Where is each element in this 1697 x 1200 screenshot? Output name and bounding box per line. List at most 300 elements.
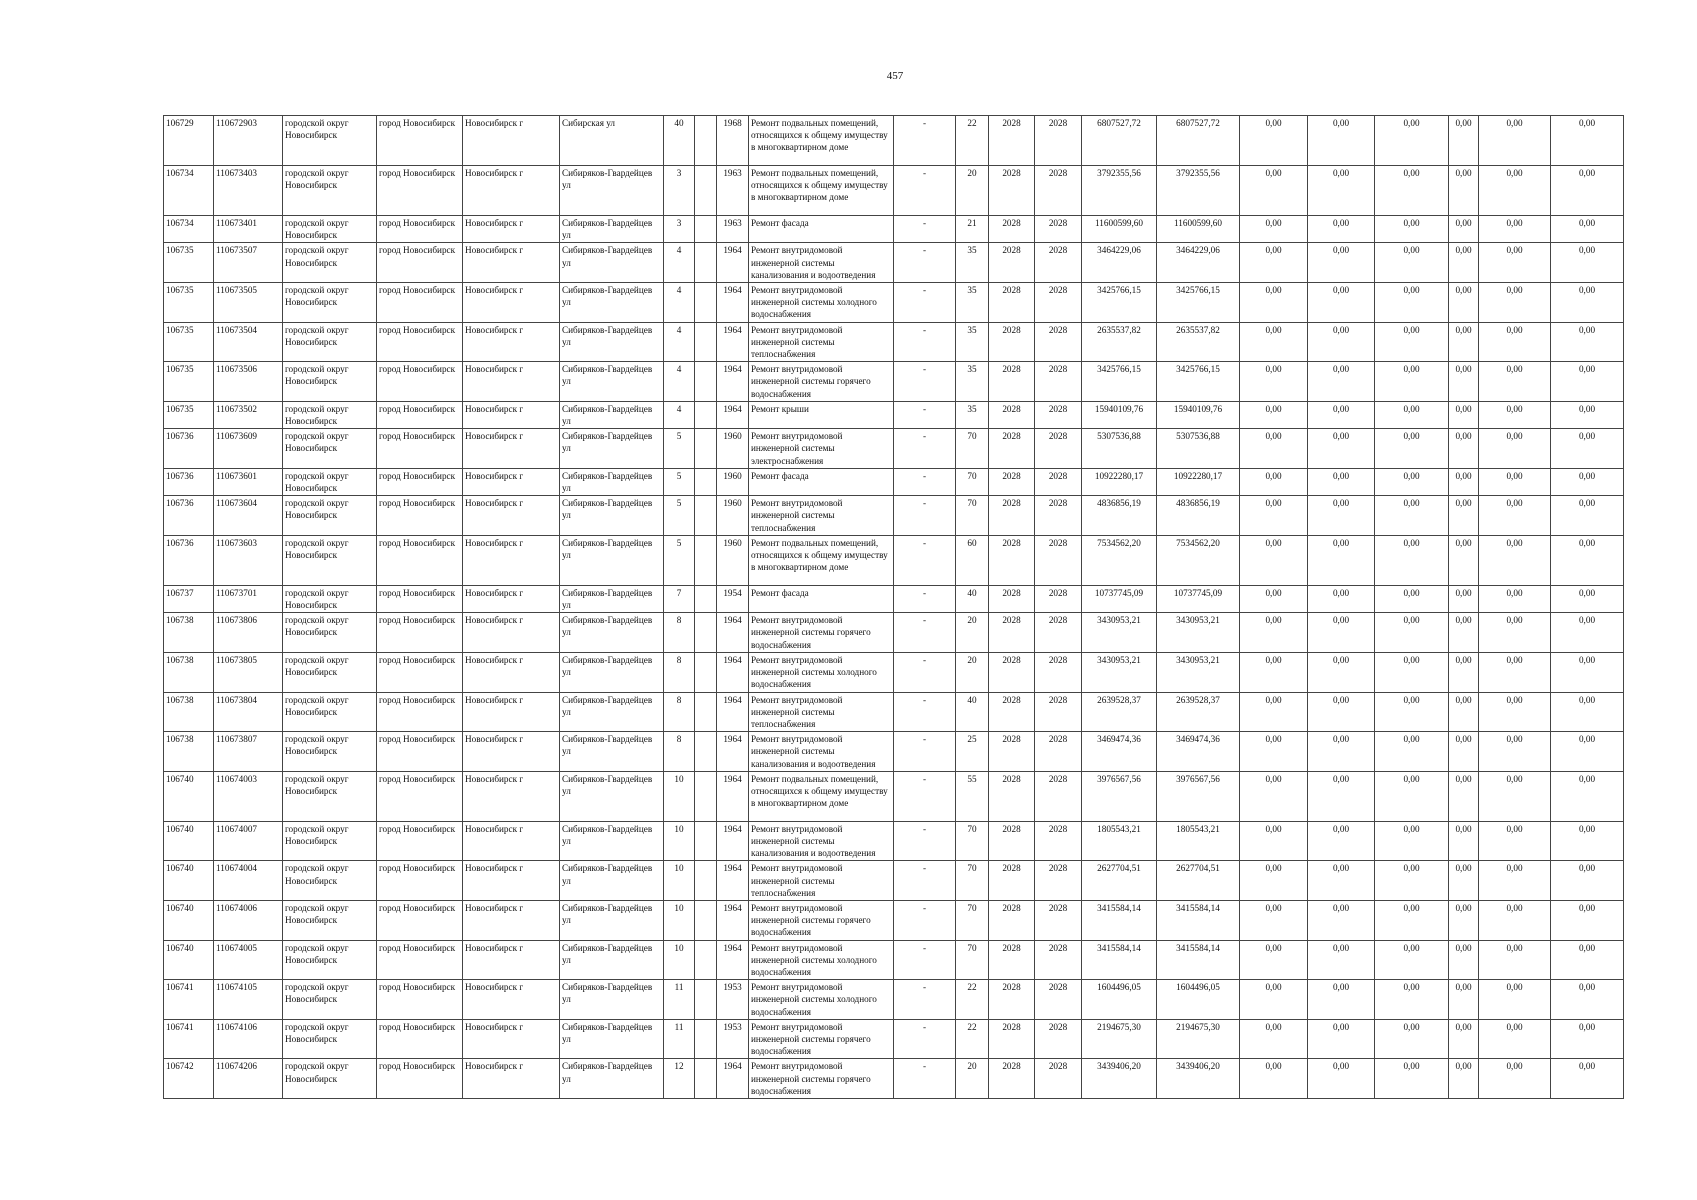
table-row xyxy=(164,362,1624,402)
cell-work-type: Ремонт внутридомовой инженерной системы канализования и водоотведения xyxy=(749,732,894,772)
cell-house-number: 3 xyxy=(664,216,695,243)
cell-work-note: - xyxy=(894,771,956,821)
cell-cost-other: 0,00 xyxy=(1449,980,1479,1020)
cell-settlement: город Новосибирск xyxy=(377,116,463,166)
cell-total-cost: 11600599,60 xyxy=(1082,216,1157,243)
cell-street: Сибиряков-Гвардейцев ул xyxy=(560,771,664,821)
cell-cost-other: 0,00 xyxy=(1449,732,1479,772)
cell-plan-year-start: 2028 xyxy=(989,362,1035,402)
cell-house-id: 106738 xyxy=(164,732,214,772)
cell-settlement: город Новосибирск xyxy=(377,613,463,653)
cell-work-id: 110674005 xyxy=(214,940,283,980)
cell-cost-other: 0,00 xyxy=(1449,613,1479,653)
cell-year-built: 1964 xyxy=(717,692,749,732)
cell-building xyxy=(695,401,717,428)
cell-year-built: 1960 xyxy=(717,496,749,536)
cell-municipal-district: городской округ Новосибирск xyxy=(283,468,377,495)
cell-total-cost: 2194675,30 xyxy=(1082,1019,1157,1059)
cell-municipal-district: городской округ Новосибирск xyxy=(283,322,377,362)
table-row xyxy=(164,216,1624,243)
cell-cost-other: 0,00 xyxy=(1449,1019,1479,1059)
cell-building xyxy=(695,496,717,536)
cell-cost-extra: 0,00 xyxy=(1551,535,1624,585)
cell-settlement: город Новосибирск xyxy=(377,535,463,585)
cell-house-id: 106740 xyxy=(164,771,214,821)
cell-house-id: 106738 xyxy=(164,652,214,692)
cell-work-id: 110673604 xyxy=(214,496,283,536)
cell-settlement: город Новосибирск xyxy=(377,243,463,283)
cell-street: Сибирская ул xyxy=(560,116,664,166)
cell-cost-regional: 0,00 xyxy=(1308,585,1375,612)
cell-plan-year-start: 2028 xyxy=(989,1059,1035,1099)
cell-plan-year-start: 2028 xyxy=(989,861,1035,901)
cell-total-cost: 3415584,14 xyxy=(1082,900,1157,940)
cell-house-id: 106740 xyxy=(164,821,214,861)
table-row xyxy=(164,283,1624,323)
cell-year-built: 1964 xyxy=(717,861,749,901)
cell-work-note: - xyxy=(894,496,956,536)
cell-wear-percent: 40 xyxy=(956,585,989,612)
cell-work-id: 110673609 xyxy=(214,429,283,469)
cell-year-built: 1964 xyxy=(717,362,749,402)
cell-cost-fund: 3415584,14 xyxy=(1157,900,1240,940)
cell-cost-owners: 0,00 xyxy=(1479,900,1551,940)
cell-cost-regional: 0,00 xyxy=(1308,692,1375,732)
cell-cost-extra: 0,00 xyxy=(1551,861,1624,901)
cell-house-id: 106740 xyxy=(164,940,214,980)
table-row xyxy=(164,1059,1624,1099)
cell-work-note: - xyxy=(894,821,956,861)
cell-cost-extra: 0,00 xyxy=(1551,322,1624,362)
cell-work-type: Ремонт внутридомовой инженерной системы горячего водоснабжения xyxy=(749,613,894,653)
cell-cost-federal: 0,00 xyxy=(1240,243,1308,283)
cell-building xyxy=(695,613,717,653)
cell-total-cost: 2627704,51 xyxy=(1082,861,1157,901)
cell-cost-local: 0,00 xyxy=(1375,980,1449,1020)
cell-city: Новосибирск г xyxy=(463,1059,560,1099)
cell-house-id: 106740 xyxy=(164,900,214,940)
cell-work-note: - xyxy=(894,861,956,901)
table-row xyxy=(164,1019,1624,1059)
cell-city: Новосибирск г xyxy=(463,613,560,653)
cell-municipal-district: городской округ Новосибирск xyxy=(283,1019,377,1059)
cell-cost-federal: 0,00 xyxy=(1240,166,1308,216)
cell-cost-local: 0,00 xyxy=(1375,613,1449,653)
cell-cost-owners: 0,00 xyxy=(1479,116,1551,166)
cell-wear-percent: 20 xyxy=(956,166,989,216)
cell-cost-owners: 0,00 xyxy=(1479,216,1551,243)
cell-cost-extra: 0,00 xyxy=(1551,166,1624,216)
cell-plan-year-end: 2028 xyxy=(1035,429,1082,469)
cell-year-built: 1964 xyxy=(717,243,749,283)
cell-cost-extra: 0,00 xyxy=(1551,980,1624,1020)
cell-settlement: город Новосибирск xyxy=(377,401,463,428)
cell-house-id: 106735 xyxy=(164,401,214,428)
cell-work-note: - xyxy=(894,1019,956,1059)
cell-house-number: 11 xyxy=(664,1019,695,1059)
cell-work-type: Ремонт внутридомовой инженерной системы теплоснабжения xyxy=(749,861,894,901)
cell-cost-fund: 1805543,21 xyxy=(1157,821,1240,861)
cell-year-built: 1964 xyxy=(717,613,749,653)
cell-plan-year-start: 2028 xyxy=(989,496,1035,536)
cell-plan-year-end: 2028 xyxy=(1035,692,1082,732)
cell-cost-extra: 0,00 xyxy=(1551,283,1624,323)
cell-street: Сибиряков-Гвардейцев ул xyxy=(560,362,664,402)
cell-municipal-district: городской округ Новосибирск xyxy=(283,821,377,861)
cell-municipal-district: городской округ Новосибирск xyxy=(283,362,377,402)
cell-city: Новосибирск г xyxy=(463,283,560,323)
cell-cost-other: 0,00 xyxy=(1449,429,1479,469)
cell-year-built: 1964 xyxy=(717,732,749,772)
cell-year-built: 1960 xyxy=(717,468,749,495)
cell-work-id: 110672903 xyxy=(214,116,283,166)
cell-cost-extra: 0,00 xyxy=(1551,900,1624,940)
cell-cost-local: 0,00 xyxy=(1375,692,1449,732)
cell-work-type: Ремонт внутридомовой инженерной системы горячего водоснабжения xyxy=(749,1059,894,1099)
cell-work-id: 110673601 xyxy=(214,468,283,495)
cell-cost-regional: 0,00 xyxy=(1308,613,1375,653)
cell-plan-year-end: 2028 xyxy=(1035,585,1082,612)
cell-city: Новосибирск г xyxy=(463,940,560,980)
cell-cost-fund: 3792355,56 xyxy=(1157,166,1240,216)
cell-cost-federal: 0,00 xyxy=(1240,771,1308,821)
cell-work-id: 110673502 xyxy=(214,401,283,428)
cell-year-built: 1964 xyxy=(717,771,749,821)
cell-wear-percent: 20 xyxy=(956,613,989,653)
cell-cost-regional: 0,00 xyxy=(1308,980,1375,1020)
cell-settlement: город Новосибирск xyxy=(377,900,463,940)
cell-settlement: город Новосибирск xyxy=(377,496,463,536)
cell-house-number: 4 xyxy=(664,322,695,362)
cell-cost-federal: 0,00 xyxy=(1240,116,1308,166)
cell-cost-other: 0,00 xyxy=(1449,652,1479,692)
cell-cost-owners: 0,00 xyxy=(1479,166,1551,216)
cell-work-type: Ремонт фасада xyxy=(749,585,894,612)
cell-street: Сибиряков-Гвардейцев ул xyxy=(560,980,664,1020)
cell-cost-owners: 0,00 xyxy=(1479,496,1551,536)
cell-street: Сибиряков-Гвардейцев ул xyxy=(560,821,664,861)
cell-house-number: 5 xyxy=(664,496,695,536)
cell-plan-year-start: 2028 xyxy=(989,216,1035,243)
cell-street: Сибиряков-Гвардейцев ул xyxy=(560,732,664,772)
cell-cost-regional: 0,00 xyxy=(1308,468,1375,495)
cell-work-id: 110673505 xyxy=(214,283,283,323)
cell-cost-other: 0,00 xyxy=(1449,243,1479,283)
cell-total-cost: 3430953,21 xyxy=(1082,613,1157,653)
cell-building xyxy=(695,732,717,772)
cell-work-id: 110673403 xyxy=(214,166,283,216)
cell-work-id: 110673804 xyxy=(214,692,283,732)
cell-work-type: Ремонт внутридомовой инженерной системы канализования и водоотведения xyxy=(749,243,894,283)
cell-cost-other: 0,00 xyxy=(1449,1059,1479,1099)
cell-municipal-district: городской округ Новосибирск xyxy=(283,940,377,980)
cell-house-number: 4 xyxy=(664,243,695,283)
cell-cost-extra: 0,00 xyxy=(1551,821,1624,861)
cell-house-id: 106735 xyxy=(164,283,214,323)
cell-city: Новосибирск г xyxy=(463,116,560,166)
cell-street: Сибиряков-Гвардейцев ул xyxy=(560,216,664,243)
cell-cost-regional: 0,00 xyxy=(1308,243,1375,283)
cell-total-cost: 4836856,19 xyxy=(1082,496,1157,536)
cell-plan-year-start: 2028 xyxy=(989,900,1035,940)
cell-cost-local: 0,00 xyxy=(1375,771,1449,821)
page-number: 457 xyxy=(886,70,904,82)
cell-street: Сибиряков-Гвардейцев ул xyxy=(560,496,664,536)
cell-wear-percent: 60 xyxy=(956,535,989,585)
cell-building xyxy=(695,429,717,469)
cell-house-number: 11 xyxy=(664,980,695,1020)
cell-plan-year-end: 2028 xyxy=(1035,362,1082,402)
table-row xyxy=(164,468,1624,495)
cell-house-number: 10 xyxy=(664,900,695,940)
cell-cost-other: 0,00 xyxy=(1449,322,1479,362)
cell-work-note: - xyxy=(894,216,956,243)
cell-cost-owners: 0,00 xyxy=(1479,1019,1551,1059)
cell-building xyxy=(695,116,717,166)
cell-house-id: 106736 xyxy=(164,468,214,495)
cell-cost-other: 0,00 xyxy=(1449,692,1479,732)
cell-street: Сибиряков-Гвардейцев ул xyxy=(560,861,664,901)
cell-cost-fund: 10737745,09 xyxy=(1157,585,1240,612)
cell-cost-owners: 0,00 xyxy=(1479,613,1551,653)
cell-wear-percent: 22 xyxy=(956,980,989,1020)
cell-plan-year-start: 2028 xyxy=(989,652,1035,692)
cell-cost-federal: 0,00 xyxy=(1240,362,1308,402)
cell-street: Сибиряков-Гвардейцев ул xyxy=(560,166,664,216)
cell-cost-fund: 7534562,20 xyxy=(1157,535,1240,585)
cell-plan-year-start: 2028 xyxy=(989,166,1035,216)
cell-total-cost: 1604496,05 xyxy=(1082,980,1157,1020)
cell-house-id: 106736 xyxy=(164,535,214,585)
cell-street: Сибиряков-Гвардейцев ул xyxy=(560,652,664,692)
cell-cost-owners: 0,00 xyxy=(1479,585,1551,612)
table-row xyxy=(164,771,1624,821)
cell-plan-year-end: 2028 xyxy=(1035,821,1082,861)
cell-house-number: 4 xyxy=(664,283,695,323)
cell-wear-percent: 25 xyxy=(956,732,989,772)
cell-building xyxy=(695,692,717,732)
cell-work-note: - xyxy=(894,401,956,428)
cell-cost-extra: 0,00 xyxy=(1551,496,1624,536)
cell-house-id: 106738 xyxy=(164,613,214,653)
cell-work-type: Ремонт внутридомовой инженерной системы холодного водоснабжения xyxy=(749,283,894,323)
cell-building xyxy=(695,362,717,402)
cell-cost-local: 0,00 xyxy=(1375,652,1449,692)
cell-plan-year-end: 2028 xyxy=(1035,496,1082,536)
cell-settlement: город Новосибирск xyxy=(377,821,463,861)
cell-cost-owners: 0,00 xyxy=(1479,771,1551,821)
cell-municipal-district: городской округ Новосибирск xyxy=(283,980,377,1020)
cell-cost-fund: 3430953,21 xyxy=(1157,613,1240,653)
cell-cost-fund: 4836856,19 xyxy=(1157,496,1240,536)
cell-work-note: - xyxy=(894,243,956,283)
table-row xyxy=(164,613,1624,653)
cell-plan-year-start: 2028 xyxy=(989,243,1035,283)
table-row xyxy=(164,940,1624,980)
cell-year-built: 1960 xyxy=(717,429,749,469)
cell-cost-owners: 0,00 xyxy=(1479,732,1551,772)
cell-plan-year-end: 2028 xyxy=(1035,861,1082,901)
cell-cost-local: 0,00 xyxy=(1375,940,1449,980)
cell-house-id: 106735 xyxy=(164,243,214,283)
cell-wear-percent: 20 xyxy=(956,652,989,692)
cell-street: Сибиряков-Гвардейцев ул xyxy=(560,692,664,732)
cell-street: Сибиряков-Гвардейцев ул xyxy=(560,940,664,980)
cell-total-cost: 3425766,15 xyxy=(1082,283,1157,323)
cell-cost-extra: 0,00 xyxy=(1551,401,1624,428)
cell-year-built: 1960 xyxy=(717,535,749,585)
cell-plan-year-end: 2028 xyxy=(1035,613,1082,653)
cell-work-type: Ремонт внутридомовой инженерной системы холодного водоснабжения xyxy=(749,652,894,692)
cell-street: Сибиряков-Гвардейцев ул xyxy=(560,585,664,612)
cell-city: Новосибирск г xyxy=(463,496,560,536)
cell-plan-year-start: 2028 xyxy=(989,980,1035,1020)
cell-work-id: 110674105 xyxy=(214,980,283,1020)
table-row xyxy=(164,732,1624,772)
cell-city: Новосибирск г xyxy=(463,652,560,692)
cell-wear-percent: 70 xyxy=(956,429,989,469)
cell-total-cost: 7534562,20 xyxy=(1082,535,1157,585)
cell-cost-other: 0,00 xyxy=(1449,468,1479,495)
cell-work-id: 110673507 xyxy=(214,243,283,283)
cell-work-id: 110673506 xyxy=(214,362,283,402)
cell-city: Новосибирск г xyxy=(463,821,560,861)
cell-municipal-district: городской округ Новосибирск xyxy=(283,116,377,166)
cell-house-id: 106741 xyxy=(164,980,214,1020)
cell-cost-other: 0,00 xyxy=(1449,166,1479,216)
cell-cost-local: 0,00 xyxy=(1375,535,1449,585)
table-row xyxy=(164,401,1624,428)
cell-house-id: 106734 xyxy=(164,166,214,216)
cell-work-type: Ремонт внутридомовой инженерной системы горячего водоснабжения xyxy=(749,900,894,940)
cell-municipal-district: городской округ Новосибирск xyxy=(283,732,377,772)
cell-work-note: - xyxy=(894,283,956,323)
cell-cost-fund: 2627704,51 xyxy=(1157,861,1240,901)
cell-wear-percent: 70 xyxy=(956,940,989,980)
cell-cost-federal: 0,00 xyxy=(1240,468,1308,495)
cell-cost-local: 0,00 xyxy=(1375,1019,1449,1059)
cell-cost-local: 0,00 xyxy=(1375,429,1449,469)
cell-city: Новосибирск г xyxy=(463,401,560,428)
cell-cost-fund: 2639528,37 xyxy=(1157,692,1240,732)
cell-plan-year-end: 2028 xyxy=(1035,980,1082,1020)
cell-building xyxy=(695,900,717,940)
cell-cost-federal: 0,00 xyxy=(1240,535,1308,585)
cell-cost-federal: 0,00 xyxy=(1240,980,1308,1020)
cell-municipal-district: городской округ Новосибирск xyxy=(283,613,377,653)
cell-wear-percent: 70 xyxy=(956,821,989,861)
cell-cost-owners: 0,00 xyxy=(1479,821,1551,861)
cell-cost-other: 0,00 xyxy=(1449,116,1479,166)
cell-house-number: 10 xyxy=(664,821,695,861)
cell-cost-owners: 0,00 xyxy=(1479,861,1551,901)
cell-street: Сибиряков-Гвардейцев ул xyxy=(560,283,664,323)
cell-cost-federal: 0,00 xyxy=(1240,861,1308,901)
cell-building xyxy=(695,940,717,980)
cell-building xyxy=(695,468,717,495)
cell-city: Новосибирск г xyxy=(463,692,560,732)
cell-total-cost: 3464229,06 xyxy=(1082,243,1157,283)
cell-settlement: город Новосибирск xyxy=(377,322,463,362)
cell-wear-percent: 70 xyxy=(956,900,989,940)
cell-house-id: 106735 xyxy=(164,362,214,402)
cell-work-note: - xyxy=(894,585,956,612)
cell-cost-extra: 0,00 xyxy=(1551,692,1624,732)
cell-work-note: - xyxy=(894,692,956,732)
cell-settlement: город Новосибирск xyxy=(377,429,463,469)
cell-work-type: Ремонт внутридомовой инженерной системы электроснабжения xyxy=(749,429,894,469)
cell-wear-percent: 70 xyxy=(956,496,989,536)
cell-settlement: город Новосибирск xyxy=(377,362,463,402)
cell-work-note: - xyxy=(894,468,956,495)
cell-house-id: 106735 xyxy=(164,322,214,362)
cell-cost-extra: 0,00 xyxy=(1551,613,1624,653)
cell-work-id: 110674006 xyxy=(214,900,283,940)
cell-total-cost: 3425766,15 xyxy=(1082,362,1157,402)
cell-municipal-district: городской округ Новосибирск xyxy=(283,216,377,243)
cell-wear-percent: 35 xyxy=(956,243,989,283)
cell-street: Сибиряков-Гвардейцев ул xyxy=(560,1059,664,1099)
table-row xyxy=(164,585,1624,612)
cell-cost-local: 0,00 xyxy=(1375,821,1449,861)
cell-municipal-district: городской округ Новосибирск xyxy=(283,243,377,283)
cell-settlement: город Новосибирск xyxy=(377,771,463,821)
cell-cost-local: 0,00 xyxy=(1375,585,1449,612)
cell-cost-extra: 0,00 xyxy=(1551,771,1624,821)
cell-work-note: - xyxy=(894,732,956,772)
cell-building xyxy=(695,980,717,1020)
cell-municipal-district: городской округ Новосибирск xyxy=(283,496,377,536)
cell-plan-year-start: 2028 xyxy=(989,116,1035,166)
cell-plan-year-end: 2028 xyxy=(1035,116,1082,166)
cell-municipal-district: городской округ Новосибирск xyxy=(283,401,377,428)
cell-city: Новосибирск г xyxy=(463,362,560,402)
cell-work-id: 110673701 xyxy=(214,585,283,612)
table-row xyxy=(164,496,1624,536)
cell-cost-extra: 0,00 xyxy=(1551,429,1624,469)
cell-cost-federal: 0,00 xyxy=(1240,940,1308,980)
table-row xyxy=(164,692,1624,732)
cell-work-type: Ремонт подвальных помещений, относящихся к общему имуществу в многоквартирном доме xyxy=(749,116,894,166)
cell-municipal-district: городской округ Новосибирск xyxy=(283,535,377,585)
cell-municipal-district: городской округ Новосибирск xyxy=(283,692,377,732)
cell-house-id: 106736 xyxy=(164,496,214,536)
cell-cost-regional: 0,00 xyxy=(1308,283,1375,323)
cell-building xyxy=(695,1019,717,1059)
cell-house-number: 5 xyxy=(664,429,695,469)
cell-cost-federal: 0,00 xyxy=(1240,732,1308,772)
cell-cost-regional: 0,00 xyxy=(1308,1019,1375,1059)
cell-year-built: 1964 xyxy=(717,322,749,362)
cell-year-built: 1964 xyxy=(717,401,749,428)
cell-cost-local: 0,00 xyxy=(1375,900,1449,940)
cell-cost-owners: 0,00 xyxy=(1479,243,1551,283)
cell-cost-local: 0,00 xyxy=(1375,468,1449,495)
cell-work-note: - xyxy=(894,535,956,585)
cell-street: Сибиряков-Гвардейцев ул xyxy=(560,322,664,362)
cell-work-type: Ремонт подвальных помещений, относящихся к общему имуществу в многоквартирном доме xyxy=(749,166,894,216)
cell-work-type: Ремонт внутридомовой инженерной системы холодного водоснабжения xyxy=(749,940,894,980)
cell-cost-local: 0,00 xyxy=(1375,166,1449,216)
cell-cost-other: 0,00 xyxy=(1449,496,1479,536)
cell-wear-percent: 35 xyxy=(956,322,989,362)
cell-total-cost: 5307536,88 xyxy=(1082,429,1157,469)
cell-house-number: 8 xyxy=(664,652,695,692)
cell-cost-fund: 2194675,30 xyxy=(1157,1019,1240,1059)
cell-work-id: 110673603 xyxy=(214,535,283,585)
cell-plan-year-end: 2028 xyxy=(1035,322,1082,362)
cell-cost-fund: 3430953,21 xyxy=(1157,652,1240,692)
